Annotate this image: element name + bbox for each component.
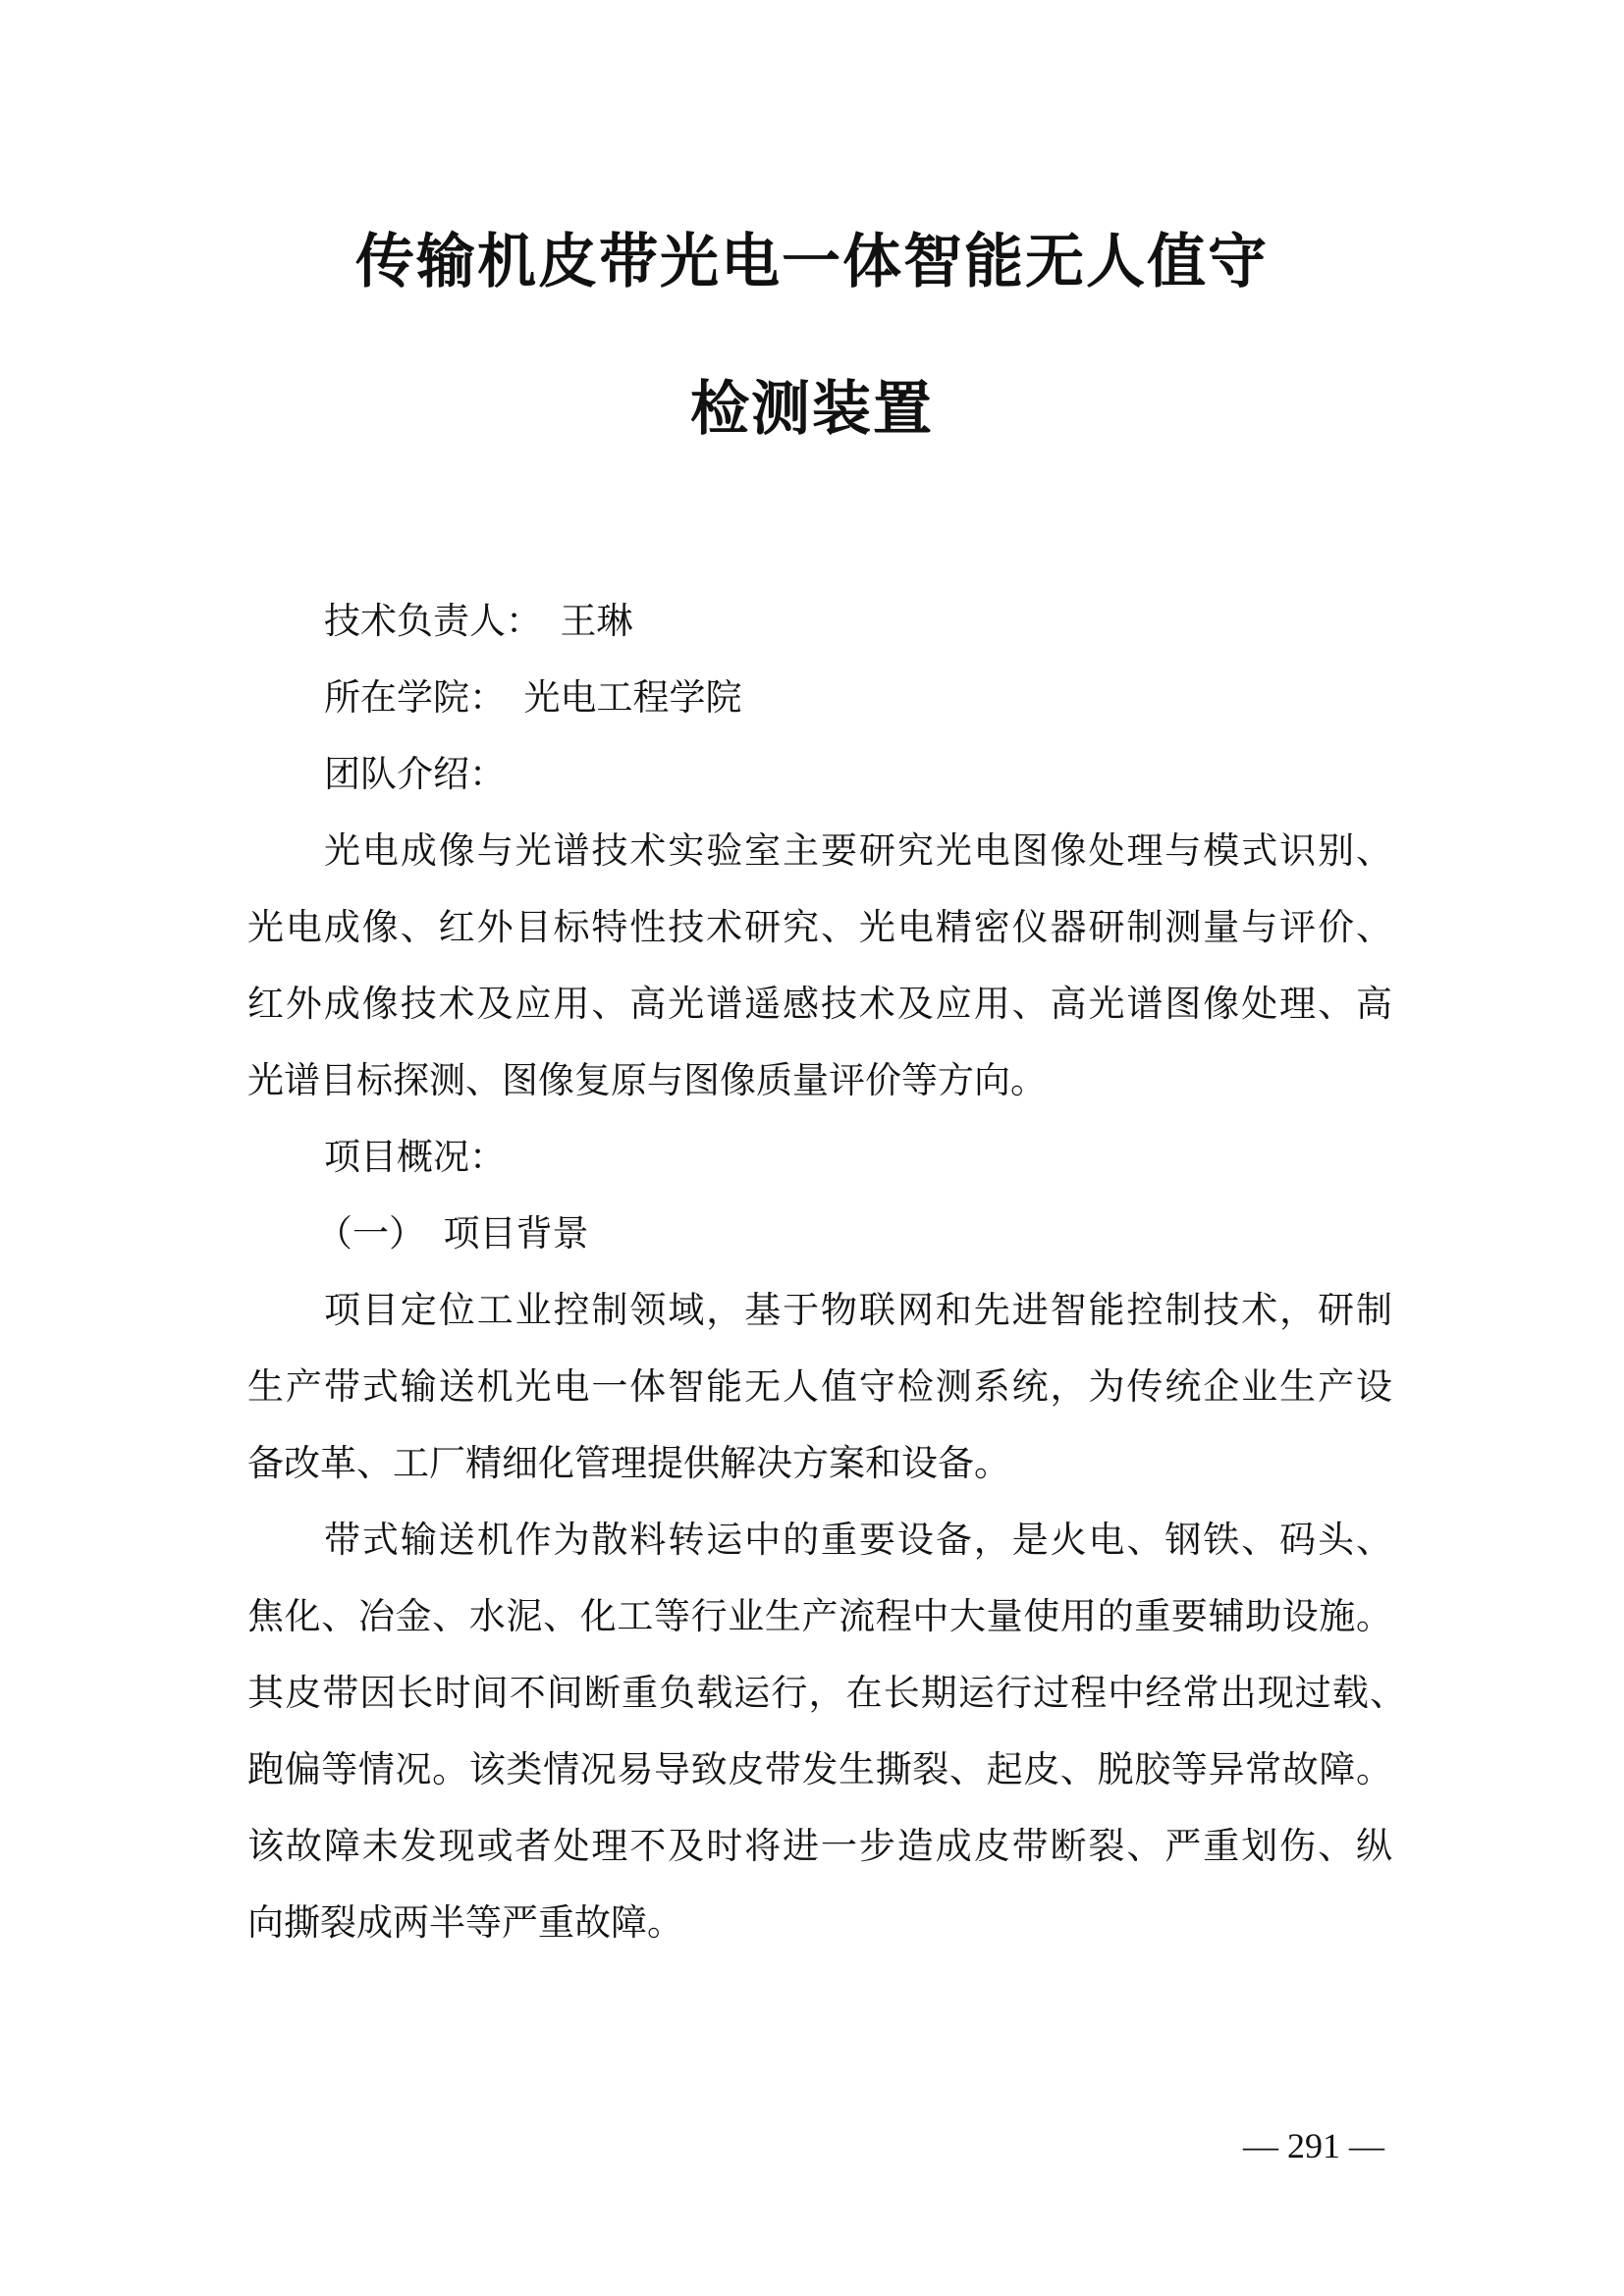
document-title-line-2: 检测装置 (690, 375, 934, 444)
paragraph-line: 项目定位工业控制领域，基于物联网和先进智能控制技术，研制 (324, 1289, 1392, 1331)
college: 所在学院： 光电工程学院 (324, 676, 742, 719)
document-title-line-1: 传输机皮带光电一体智能无人值守 (355, 228, 1269, 296)
tech-lead: 技术负责人： 王琳 (324, 600, 633, 642)
paragraph-line: 向撕裂成两半等严重故障。 (247, 1901, 683, 1944)
page-number: — 291 — (1243, 2126, 1384, 2165)
paragraph-line: 备改革、工厂精细化管理提供解决方案和设备。 (247, 1442, 1010, 1484)
team-intro-line: 光电成像、红外目标特性技术研究、光电精密仪器研制测量与评价、 (247, 906, 1392, 948)
paragraph-line: 生产带式输送机光电一体智能无人值守检测系统，为传统企业生产设 (247, 1365, 1392, 1408)
paragraph-line: 带式输送机作为散料转运中的重要设备，是火电、钢铁、码头、 (324, 1519, 1392, 1561)
overview-heading: 项目概况： (324, 1136, 506, 1178)
paragraph-line: 其皮带因长时间不间断重负载运行，在长期运行过程中经常出现过载、 (247, 1672, 1406, 1714)
team-intro-line: 红外成像技术及应用、高光谱遥感技术及应用、高光谱图像处理、高 (247, 983, 1392, 1025)
team-intro-line: 光谱目标探测、图像复原与图像质量评价等方向。 (247, 1059, 1047, 1101)
section-heading: （一） 项目背景 (316, 1212, 589, 1255)
paragraph-line: 该故障未发现或者处理不及时将进一步造成皮带断裂、严重划伤、纵 (247, 1825, 1392, 1867)
paragraph-line: 跑偏等情况。该类情况易导致皮带发生撕裂、起皮、脱胶等异常故障。 (247, 1748, 1392, 1790)
paragraph-line: 焦化、冶金、水泥、化工等行业生产流程中大量使用的重要辅助设施。 (247, 1595, 1392, 1637)
team-heading: 团队介绍： (324, 753, 506, 795)
team-intro-line: 光电成像与光谱技术实验室主要研究光电图像处理与模式识别、 (324, 829, 1392, 872)
